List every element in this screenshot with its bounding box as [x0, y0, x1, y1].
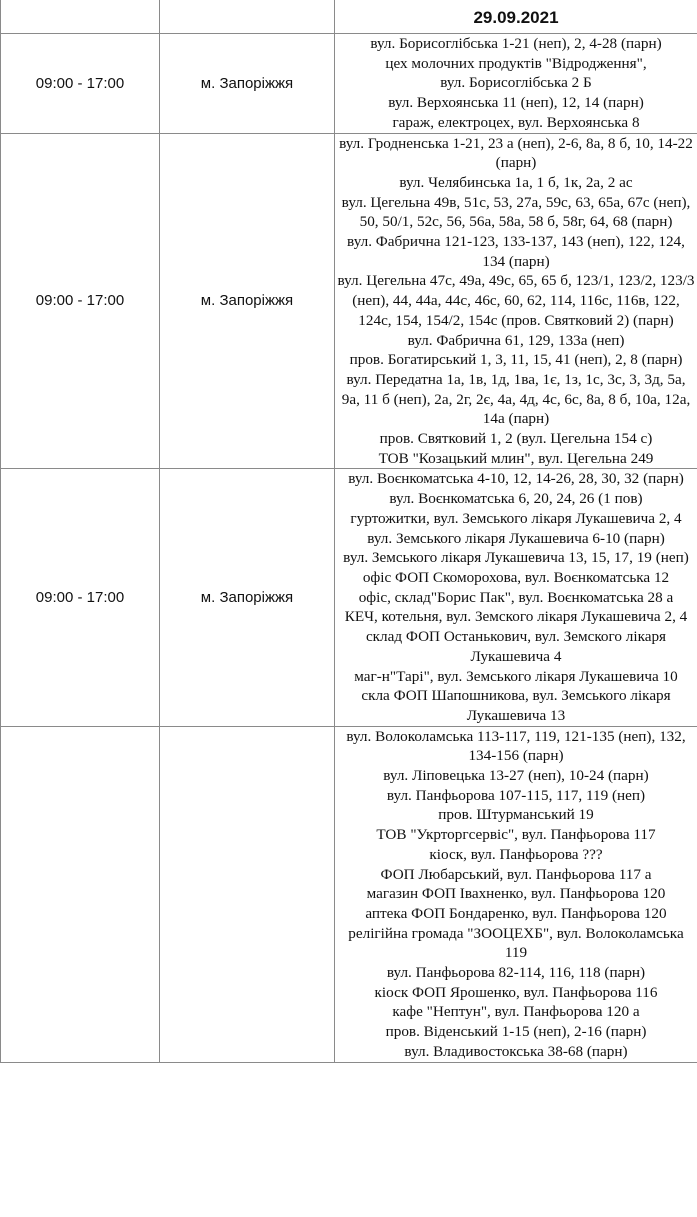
- address-line: вул. Цегельна 47с, 49а, 49с, 65, 65 б, 123/1, 123/2, 123/3 (неп), 44, 44а, 44с, 46с, 60, 62, 114, 116с, 116в, 122, 124с, 154, 154/2, 154с (пров. Святковий 2) (парн): [337, 272, 695, 329]
- address-line: вул. Фабрична 121-123, 133-137, 143 (неп), 122, 124, 134 (парн): [347, 233, 685, 270]
- table-row: [1, 34, 697, 134]
- time-cell: [1, 726, 160, 1062]
- address-line: кафе "Нептун", вул. Панфьорова 120 а: [392, 1003, 640, 1021]
- address-line: вул. Челябинська 1а, 1 б, 1к, 2а, 2 ас: [399, 173, 633, 191]
- table-row: [1, 133, 697, 469]
- address-line: ТОВ "Козацький млин", вул. Цегельна 249: [378, 449, 654, 467]
- address-line: вул. Волоколамська 113-117, 119, 121-135 (неп), 132, 134-156 (парн): [346, 727, 686, 765]
- address-line: КЕЧ, котельня, вул. Земского лікаря Лукашевича 2, 4: [344, 608, 688, 626]
- address-line: релігійна громада "ЗООЦЕХБ", вул. Волоколамська 119: [348, 924, 684, 962]
- address-line: вул. Гродненська 1-21, 23 а (неп), 2-6, 8а, 8 б, 10, 14-22 (парн): [339, 134, 693, 172]
- address-line: кіоск ФОП Ярошенко, вул. Панфьорова 116: [374, 983, 658, 1001]
- address-line: вул. Ліповецька 13-27 (неп), 10-24 (парн): [383, 767, 649, 785]
- address-line: офіс ФОП Скоморохова, вул. Воєнкоматська 12: [362, 568, 670, 586]
- address-line: пров. Штурманський 19: [438, 806, 594, 824]
- time-cell: 09:00 - 17:00: [1, 133, 160, 469]
- city-cell: м. Запоріжжя: [160, 133, 335, 469]
- address-line: маг-н"Тарі", вул. Земського лікаря Лукашевича 10: [354, 667, 678, 685]
- address-line: вул. Передатна 1а, 1в, 1д, 1ва, 1є, 1з, 1с, 3с, 3, 3д, 5а, 9а, 11 б (неп), 2а, 2г, 2є, 4а, 4д, 4с, 6с, 8а, 8 б, 10а, 12а, 14а (парн): [341, 370, 691, 428]
- header-cell-empty: [1, 0, 160, 34]
- address-line: пров. Святковий 1, 2 (вул. Цегельна 154 с): [379, 430, 653, 448]
- address-line: ФОП Любарський, вул. Панфьорова 117 а: [380, 865, 652, 883]
- address-line: вул. Земського лікаря Лукашевича 6-10 (парн): [367, 529, 665, 547]
- address-line: вул. Воєнкоматська 4-10, 12, 14-26, 28, 30, 32 (парн): [348, 470, 684, 488]
- address-line: вул. Борисоглібська 1-21 (неп), 2, 4-28 (парн): [370, 35, 662, 52]
- address-cell: [335, 34, 697, 134]
- address-line: аптека ФОП Бондаренко, вул. Панфьорова 120: [365, 904, 667, 922]
- date-header: 29.09.2021: [335, 0, 697, 34]
- address-cell: [335, 469, 697, 726]
- time-cell: 09:00 - 17:00: [1, 469, 160, 726]
- address-line: вул. Борисоглібська 2 Б: [440, 74, 592, 92]
- address-line: магазин ФОП Івахненко, вул. Панфьорова 120: [366, 885, 666, 903]
- address-line: ТОВ "Укрторгсервіс", вул. Панфьорова 117: [376, 826, 656, 844]
- city-cell: [160, 726, 335, 1062]
- address-line: пров. Богатирський 1, 3, 11, 15, 41 (неп), 2, 8 (парн): [349, 351, 683, 369]
- address-cell: [335, 726, 697, 1062]
- time-cell: 09:00 - 17:00: [1, 34, 160, 134]
- address-line: вул. Цегельна 49в, 51с, 53, 27а, 59с, 63, 65а, 67с (неп), 50, 50/1, 52с, 56, 56а, 58а, 58 б, 58г, 64, 68 (парн): [341, 193, 691, 231]
- header-cell-empty: [160, 0, 335, 34]
- address-line: гараж, електроцех, вул. Верхоянська 8: [392, 113, 640, 131]
- address-line: вул. Фабрична 61, 129, 133а (неп): [407, 331, 625, 349]
- address-line: вул. Воєнкоматська 6, 20, 24, 26 (1 пов): [389, 490, 643, 508]
- address-line: склад ФОП Останькович, вул. Земского лікаря Лукашевича 4: [365, 628, 667, 665]
- city-cell: м. Запоріжжя: [160, 469, 335, 726]
- address-line: гуртожитки, вул. Земського лікаря Лукашевича 2, 4: [350, 509, 682, 527]
- address-line: вул. Панфьорова 107-115, 117, 119 (неп): [386, 786, 646, 804]
- address-line: вул. Панфьорова 82-114, 116, 118 (парн): [386, 964, 646, 982]
- address-line: кіоск, вул. Панфьорова ???: [429, 845, 603, 863]
- table-row: [1, 469, 697, 726]
- city-cell: м. Запоріжжя: [160, 34, 335, 134]
- address-line: вул. Владивостокська 38-68 (парн): [404, 1042, 628, 1060]
- table-row: [1, 726, 697, 1062]
- address-line: скла ФОП Шапошникова, вул. Земського лікаря Лукашевича 13: [361, 687, 671, 724]
- address-line: пров. Віденський 1-15 (неп), 2-16 (парн): [385, 1023, 647, 1041]
- address-cell: [335, 133, 697, 469]
- table-header-row: [1, 0, 697, 34]
- address-line: офіс, склад"Борис Пак", вул. Воєнкоматська 28 а: [358, 588, 674, 606]
- address-line: вул. Земського лікаря Лукашевича 13, 15, 17, 19 (неп): [343, 549, 689, 567]
- address-line: вул. Верхоянська 11 (неп), 12, 14 (парн): [388, 94, 644, 112]
- address-line: цех молочних продуктів "Відродження",: [385, 54, 647, 72]
